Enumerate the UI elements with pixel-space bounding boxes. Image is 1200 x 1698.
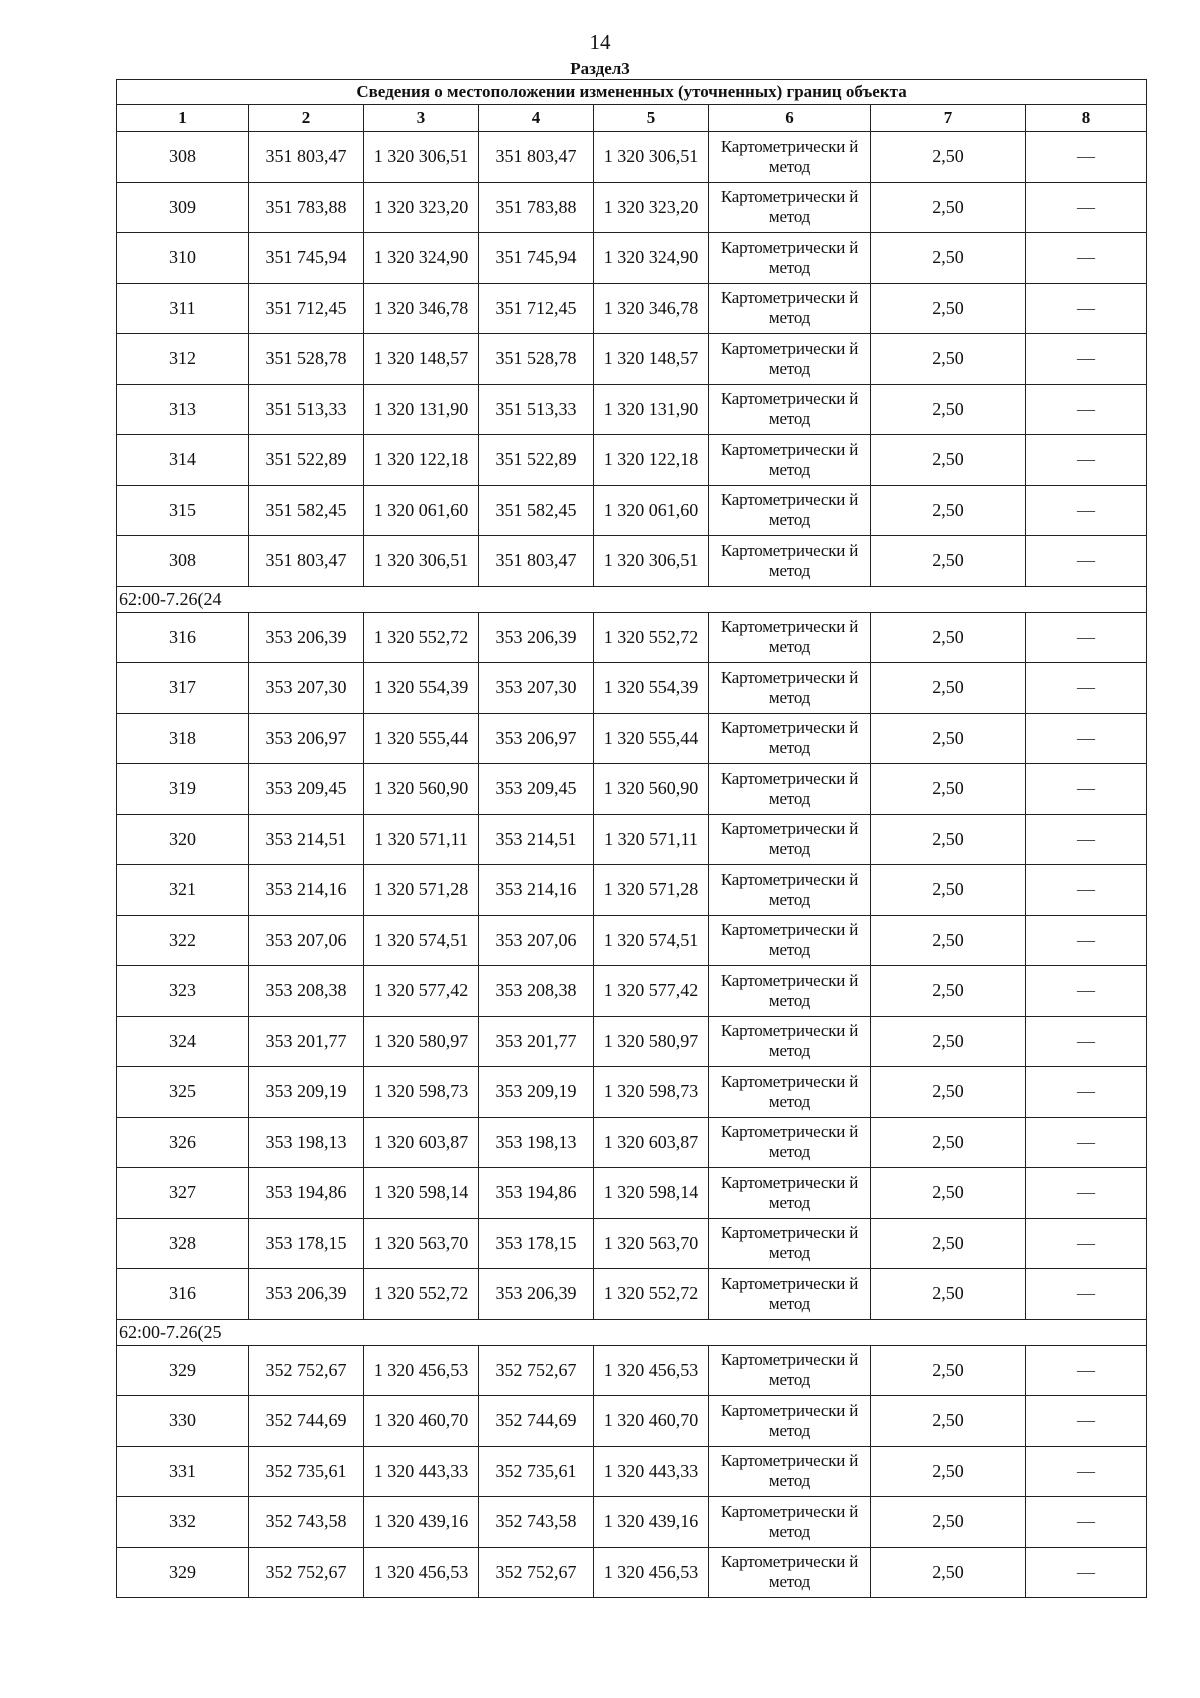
y-existing-cell: 1 320 598,73 bbox=[364, 1067, 479, 1118]
x-new-cell: 353 207,06 bbox=[479, 915, 594, 966]
note-cell: — bbox=[1026, 865, 1147, 916]
y-existing-cell: 1 320 577,42 bbox=[364, 966, 479, 1017]
y-new-cell: 1 320 456,53 bbox=[594, 1547, 709, 1598]
point-number-cell: 323 bbox=[117, 966, 249, 1017]
accuracy-cell: 2,50 bbox=[871, 814, 1026, 865]
y-new-cell: 1 320 439,16 bbox=[594, 1497, 709, 1548]
table-row bbox=[117, 1016, 1147, 1067]
accuracy-cell: 2,50 bbox=[871, 132, 1026, 183]
x-new-cell: 353 208,38 bbox=[479, 966, 594, 1017]
note-cell: — bbox=[1026, 764, 1147, 815]
point-number-cell: 313 bbox=[117, 384, 249, 435]
method-cell: Картометрически й метод bbox=[709, 435, 871, 486]
x-existing-cell: 352 752,67 bbox=[249, 1547, 364, 1598]
y-new-cell: 1 320 555,44 bbox=[594, 713, 709, 764]
x-existing-cell: 352 752,67 bbox=[249, 1345, 364, 1396]
table-row bbox=[117, 1345, 1147, 1396]
point-number-cell: 319 bbox=[117, 764, 249, 815]
table-row bbox=[117, 1497, 1147, 1548]
x-existing-cell: 351 745,94 bbox=[249, 233, 364, 284]
table-row bbox=[117, 1168, 1147, 1219]
point-number-cell: 316 bbox=[117, 612, 249, 663]
point-number-cell: 308 bbox=[117, 536, 249, 587]
table-row bbox=[117, 182, 1147, 233]
group-label-row bbox=[117, 586, 1147, 612]
y-existing-cell: 1 320 563,70 bbox=[364, 1218, 479, 1269]
point-number-cell: 308 bbox=[117, 132, 249, 183]
method-cell: Картометрически й метод bbox=[709, 865, 871, 916]
column-number-row bbox=[117, 105, 1147, 132]
x-new-cell: 351 522,89 bbox=[479, 435, 594, 486]
page-number: 14 bbox=[589, 30, 611, 54]
point-number-cell: 327 bbox=[117, 1168, 249, 1219]
y-new-cell: 1 320 306,51 bbox=[594, 132, 709, 183]
table-row bbox=[117, 1547, 1147, 1598]
x-new-cell: 351 803,47 bbox=[479, 132, 594, 183]
x-existing-cell: 351 803,47 bbox=[249, 132, 364, 183]
accuracy-cell: 2,50 bbox=[871, 182, 1026, 233]
x-new-cell: 351 528,78 bbox=[479, 334, 594, 385]
x-existing-cell: 351 513,33 bbox=[249, 384, 364, 435]
y-existing-cell: 1 320 456,53 bbox=[364, 1345, 479, 1396]
y-existing-cell: 1 320 560,90 bbox=[364, 764, 479, 815]
x-existing-cell: 353 206,39 bbox=[249, 1269, 364, 1320]
point-number-cell: 322 bbox=[117, 915, 249, 966]
accuracy-cell: 2,50 bbox=[871, 536, 1026, 587]
note-cell: — bbox=[1026, 1547, 1147, 1598]
table-row bbox=[117, 283, 1147, 334]
accuracy-cell: 2,50 bbox=[871, 1396, 1026, 1447]
method-cell: Картометрически й метод bbox=[709, 1446, 871, 1497]
column-number-2: 2 bbox=[249, 105, 364, 132]
y-existing-cell: 1 320 306,51 bbox=[364, 132, 479, 183]
y-new-cell: 1 320 552,72 bbox=[594, 1269, 709, 1320]
section-title: Раздел3 bbox=[570, 59, 630, 78]
accuracy-cell: 2,50 bbox=[871, 1117, 1026, 1168]
table-row bbox=[117, 485, 1147, 536]
y-new-cell: 1 320 323,20 bbox=[594, 182, 709, 233]
x-new-cell: 353 209,45 bbox=[479, 764, 594, 815]
accuracy-cell: 2,50 bbox=[871, 485, 1026, 536]
method-cell: Картометрически й метод bbox=[709, 182, 871, 233]
accuracy-cell: 2,50 bbox=[871, 233, 1026, 284]
y-existing-cell: 1 320 555,44 bbox=[364, 713, 479, 764]
x-existing-cell: 351 528,78 bbox=[249, 334, 364, 385]
x-existing-cell: 353 214,16 bbox=[249, 865, 364, 916]
table-row bbox=[117, 384, 1147, 435]
x-existing-cell: 353 207,06 bbox=[249, 915, 364, 966]
x-new-cell: 353 206,97 bbox=[479, 713, 594, 764]
x-existing-cell: 351 712,45 bbox=[249, 283, 364, 334]
note-cell: — bbox=[1026, 1497, 1147, 1548]
accuracy-cell: 2,50 bbox=[871, 1218, 1026, 1269]
x-new-cell: 353 194,86 bbox=[479, 1168, 594, 1219]
table-row bbox=[117, 764, 1147, 815]
note-cell: — bbox=[1026, 435, 1147, 486]
point-number-cell: 321 bbox=[117, 865, 249, 916]
method-cell: Картометрически й метод bbox=[709, 1269, 871, 1320]
point-number-cell: 312 bbox=[117, 334, 249, 385]
x-new-cell: 353 214,51 bbox=[479, 814, 594, 865]
note-cell: — bbox=[1026, 1067, 1147, 1118]
x-existing-cell: 353 206,39 bbox=[249, 612, 364, 663]
x-existing-cell: 353 214,51 bbox=[249, 814, 364, 865]
point-number-cell: 314 bbox=[117, 435, 249, 486]
x-existing-cell: 351 783,88 bbox=[249, 182, 364, 233]
y-existing-cell: 1 320 603,87 bbox=[364, 1117, 479, 1168]
accuracy-cell: 2,50 bbox=[871, 865, 1026, 916]
note-cell: — bbox=[1026, 233, 1147, 284]
accuracy-cell: 2,50 bbox=[871, 1497, 1026, 1548]
group-label-row bbox=[117, 1319, 1147, 1345]
accuracy-cell: 2,50 bbox=[871, 1345, 1026, 1396]
x-new-cell: 351 712,45 bbox=[479, 283, 594, 334]
point-number-cell: 329 bbox=[117, 1345, 249, 1396]
y-new-cell: 1 320 603,87 bbox=[594, 1117, 709, 1168]
x-new-cell: 351 513,33 bbox=[479, 384, 594, 435]
x-existing-cell: 353 198,13 bbox=[249, 1117, 364, 1168]
y-existing-cell: 1 320 571,28 bbox=[364, 865, 479, 916]
x-existing-cell: 353 207,30 bbox=[249, 663, 364, 714]
point-number-cell: 328 bbox=[117, 1218, 249, 1269]
y-new-cell: 1 320 324,90 bbox=[594, 233, 709, 284]
note-cell: — bbox=[1026, 334, 1147, 385]
method-cell: Картометрически й метод bbox=[709, 1497, 871, 1548]
column-number-4: 4 bbox=[479, 105, 594, 132]
point-number-cell: 320 bbox=[117, 814, 249, 865]
accuracy-cell: 2,50 bbox=[871, 1016, 1026, 1067]
x-existing-cell: 351 522,89 bbox=[249, 435, 364, 486]
boundary-table bbox=[116, 79, 1147, 1598]
method-cell: Картометрически й метод bbox=[709, 612, 871, 663]
group-label: 62:00-7.26(24 bbox=[117, 586, 1147, 612]
accuracy-cell: 2,50 bbox=[871, 966, 1026, 1017]
y-existing-cell: 1 320 306,51 bbox=[364, 536, 479, 587]
method-cell: Картометрически й метод bbox=[709, 132, 871, 183]
x-new-cell: 352 735,61 bbox=[479, 1446, 594, 1497]
note-cell: — bbox=[1026, 612, 1147, 663]
point-number-cell: 316 bbox=[117, 1269, 249, 1320]
y-existing-cell: 1 320 574,51 bbox=[364, 915, 479, 966]
x-existing-cell: 351 582,45 bbox=[249, 485, 364, 536]
note-cell: — bbox=[1026, 1269, 1147, 1320]
note-cell: — bbox=[1026, 1117, 1147, 1168]
y-new-cell: 1 320 443,33 bbox=[594, 1446, 709, 1497]
y-existing-cell: 1 320 571,11 bbox=[364, 814, 479, 865]
x-existing-cell: 353 209,19 bbox=[249, 1067, 364, 1118]
y-existing-cell: 1 320 346,78 bbox=[364, 283, 479, 334]
accuracy-cell: 2,50 bbox=[871, 764, 1026, 815]
y-existing-cell: 1 320 580,97 bbox=[364, 1016, 479, 1067]
table-row bbox=[117, 713, 1147, 764]
x-new-cell: 353 207,30 bbox=[479, 663, 594, 714]
method-cell: Картометрически й метод bbox=[709, 536, 871, 587]
x-new-cell: 351 745,94 bbox=[479, 233, 594, 284]
x-new-cell: 351 803,47 bbox=[479, 536, 594, 587]
table-title: Сведения о местоположении измененных (уточненных) границ объекта bbox=[117, 80, 1147, 105]
y-existing-cell: 1 320 148,57 bbox=[364, 334, 479, 385]
x-existing-cell: 353 206,97 bbox=[249, 713, 364, 764]
column-number-8: 8 bbox=[1026, 105, 1147, 132]
point-number-cell: 325 bbox=[117, 1067, 249, 1118]
y-existing-cell: 1 320 554,39 bbox=[364, 663, 479, 714]
x-new-cell: 351 582,45 bbox=[479, 485, 594, 536]
note-cell: — bbox=[1026, 915, 1147, 966]
note-cell: — bbox=[1026, 283, 1147, 334]
table-row bbox=[117, 435, 1147, 486]
method-cell: Картометрически й метод bbox=[709, 1547, 871, 1598]
x-existing-cell: 352 735,61 bbox=[249, 1446, 364, 1497]
y-new-cell: 1 320 122,18 bbox=[594, 435, 709, 486]
x-new-cell: 353 198,13 bbox=[479, 1117, 594, 1168]
column-number-3: 3 bbox=[364, 105, 479, 132]
table-row bbox=[117, 233, 1147, 284]
point-number-cell: 324 bbox=[117, 1016, 249, 1067]
x-existing-cell: 353 178,15 bbox=[249, 1218, 364, 1269]
table-row bbox=[117, 1269, 1147, 1320]
x-existing-cell: 351 803,47 bbox=[249, 536, 364, 587]
method-cell: Картометрически й метод bbox=[709, 1345, 871, 1396]
y-new-cell: 1 320 148,57 bbox=[594, 334, 709, 385]
x-new-cell: 353 201,77 bbox=[479, 1016, 594, 1067]
table-row bbox=[117, 1218, 1147, 1269]
accuracy-cell: 2,50 bbox=[871, 334, 1026, 385]
method-cell: Картометрически й метод bbox=[709, 1016, 871, 1067]
accuracy-cell: 2,50 bbox=[871, 1446, 1026, 1497]
accuracy-cell: 2,50 bbox=[871, 1168, 1026, 1219]
y-new-cell: 1 320 577,42 bbox=[594, 966, 709, 1017]
y-new-cell: 1 320 460,70 bbox=[594, 1396, 709, 1447]
table-row bbox=[117, 915, 1147, 966]
y-existing-cell: 1 320 598,14 bbox=[364, 1168, 479, 1219]
y-new-cell: 1 320 598,14 bbox=[594, 1168, 709, 1219]
x-existing-cell: 352 743,58 bbox=[249, 1497, 364, 1548]
x-new-cell: 352 743,58 bbox=[479, 1497, 594, 1548]
table-row bbox=[117, 132, 1147, 183]
y-new-cell: 1 320 598,73 bbox=[594, 1067, 709, 1118]
y-new-cell: 1 320 571,28 bbox=[594, 865, 709, 916]
point-number-cell: 317 bbox=[117, 663, 249, 714]
y-new-cell: 1 320 552,72 bbox=[594, 612, 709, 663]
note-cell: — bbox=[1026, 485, 1147, 536]
method-cell: Картометрически й метод bbox=[709, 1168, 871, 1219]
accuracy-cell: 2,50 bbox=[871, 384, 1026, 435]
x-new-cell: 353 214,16 bbox=[479, 865, 594, 916]
method-cell: Картометрически й метод bbox=[709, 1218, 871, 1269]
column-number-1: 1 bbox=[117, 105, 249, 132]
y-existing-cell: 1 320 456,53 bbox=[364, 1547, 479, 1598]
note-cell: — bbox=[1026, 1218, 1147, 1269]
note-cell: — bbox=[1026, 713, 1147, 764]
point-number-cell: 330 bbox=[117, 1396, 249, 1447]
note-cell: — bbox=[1026, 132, 1147, 183]
table-row bbox=[117, 536, 1147, 587]
table-row bbox=[117, 1446, 1147, 1497]
method-cell: Картометрически й метод bbox=[709, 485, 871, 536]
accuracy-cell: 2,50 bbox=[871, 1269, 1026, 1320]
y-existing-cell: 1 320 552,72 bbox=[364, 1269, 479, 1320]
note-cell: — bbox=[1026, 1016, 1147, 1067]
y-new-cell: 1 320 061,60 bbox=[594, 485, 709, 536]
point-number-cell: 315 bbox=[117, 485, 249, 536]
note-cell: — bbox=[1026, 1168, 1147, 1219]
accuracy-cell: 2,50 bbox=[871, 713, 1026, 764]
point-number-cell: 309 bbox=[117, 182, 249, 233]
point-number-cell: 326 bbox=[117, 1117, 249, 1168]
x-existing-cell: 353 208,38 bbox=[249, 966, 364, 1017]
y-new-cell: 1 320 456,53 bbox=[594, 1345, 709, 1396]
x-new-cell: 353 206,39 bbox=[479, 612, 594, 663]
accuracy-cell: 2,50 bbox=[871, 1067, 1026, 1118]
group-label: 62:00-7.26(25 bbox=[117, 1319, 1147, 1345]
x-new-cell: 353 178,15 bbox=[479, 1218, 594, 1269]
x-new-cell: 352 744,69 bbox=[479, 1396, 594, 1447]
x-new-cell: 352 752,67 bbox=[479, 1547, 594, 1598]
note-cell: — bbox=[1026, 1396, 1147, 1447]
y-existing-cell: 1 320 122,18 bbox=[364, 435, 479, 486]
table-row bbox=[117, 334, 1147, 385]
method-cell: Картометрически й метод bbox=[709, 1117, 871, 1168]
method-cell: Картометрически й метод bbox=[709, 1396, 871, 1447]
x-new-cell: 353 206,39 bbox=[479, 1269, 594, 1320]
method-cell: Картометрически й метод bbox=[709, 966, 871, 1017]
accuracy-cell: 2,50 bbox=[871, 1547, 1026, 1598]
accuracy-cell: 2,50 bbox=[871, 915, 1026, 966]
note-cell: — bbox=[1026, 1345, 1147, 1396]
x-new-cell: 351 783,88 bbox=[479, 182, 594, 233]
x-existing-cell: 353 201,77 bbox=[249, 1016, 364, 1067]
y-new-cell: 1 320 571,11 bbox=[594, 814, 709, 865]
y-new-cell: 1 320 574,51 bbox=[594, 915, 709, 966]
y-new-cell: 1 320 346,78 bbox=[594, 283, 709, 334]
note-cell: — bbox=[1026, 384, 1147, 435]
column-number-6: 6 bbox=[709, 105, 871, 132]
method-cell: Картометрически й метод bbox=[709, 283, 871, 334]
y-existing-cell: 1 320 323,20 bbox=[364, 182, 479, 233]
note-cell: — bbox=[1026, 182, 1147, 233]
column-number-5: 5 bbox=[594, 105, 709, 132]
table-row bbox=[117, 1117, 1147, 1168]
x-existing-cell: 353 209,45 bbox=[249, 764, 364, 815]
note-cell: — bbox=[1026, 814, 1147, 865]
table-body bbox=[117, 132, 1147, 1598]
y-new-cell: 1 320 131,90 bbox=[594, 384, 709, 435]
method-cell: Картометрически й метод bbox=[709, 384, 871, 435]
point-number-cell: 332 bbox=[117, 1497, 249, 1548]
y-new-cell: 1 320 580,97 bbox=[594, 1016, 709, 1067]
accuracy-cell: 2,50 bbox=[871, 663, 1026, 714]
point-number-cell: 311 bbox=[117, 283, 249, 334]
y-existing-cell: 1 320 131,90 bbox=[364, 384, 479, 435]
table-row bbox=[117, 612, 1147, 663]
point-number-cell: 310 bbox=[117, 233, 249, 284]
table-row bbox=[117, 814, 1147, 865]
note-cell: — bbox=[1026, 1446, 1147, 1497]
y-existing-cell: 1 320 061,60 bbox=[364, 485, 479, 536]
note-cell: — bbox=[1026, 536, 1147, 587]
point-number-cell: 318 bbox=[117, 713, 249, 764]
point-number-cell: 331 bbox=[117, 1446, 249, 1497]
point-number-cell: 329 bbox=[117, 1547, 249, 1598]
method-cell: Картометрически й метод bbox=[709, 814, 871, 865]
y-existing-cell: 1 320 439,16 bbox=[364, 1497, 479, 1548]
note-cell: — bbox=[1026, 663, 1147, 714]
y-new-cell: 1 320 563,70 bbox=[594, 1218, 709, 1269]
y-existing-cell: 1 320 552,72 bbox=[364, 612, 479, 663]
accuracy-cell: 2,50 bbox=[871, 435, 1026, 486]
y-new-cell: 1 320 554,39 bbox=[594, 663, 709, 714]
y-existing-cell: 1 320 324,90 bbox=[364, 233, 479, 284]
method-cell: Картометрически й метод bbox=[709, 764, 871, 815]
table-row bbox=[117, 663, 1147, 714]
table-row bbox=[117, 1067, 1147, 1118]
x-existing-cell: 352 744,69 bbox=[249, 1396, 364, 1447]
x-new-cell: 353 209,19 bbox=[479, 1067, 594, 1118]
x-new-cell: 352 752,67 bbox=[479, 1345, 594, 1396]
table-row bbox=[117, 966, 1147, 1017]
method-cell: Картометрически й метод bbox=[709, 1067, 871, 1118]
accuracy-cell: 2,50 bbox=[871, 283, 1026, 334]
accuracy-cell: 2,50 bbox=[871, 612, 1026, 663]
method-cell: Картометрически й метод bbox=[709, 233, 871, 284]
y-new-cell: 1 320 306,51 bbox=[594, 536, 709, 587]
column-number-7: 7 bbox=[871, 105, 1026, 132]
table-row bbox=[117, 1396, 1147, 1447]
method-cell: Картометрически й метод bbox=[709, 713, 871, 764]
y-existing-cell: 1 320 460,70 bbox=[364, 1396, 479, 1447]
method-cell: Картометрически й метод bbox=[709, 915, 871, 966]
y-new-cell: 1 320 560,90 bbox=[594, 764, 709, 815]
table-row bbox=[117, 865, 1147, 916]
note-cell: — bbox=[1026, 966, 1147, 1017]
method-cell: Картометрически й метод bbox=[709, 334, 871, 385]
x-existing-cell: 353 194,86 bbox=[249, 1168, 364, 1219]
method-cell: Картометрически й метод bbox=[709, 663, 871, 714]
y-existing-cell: 1 320 443,33 bbox=[364, 1446, 479, 1497]
